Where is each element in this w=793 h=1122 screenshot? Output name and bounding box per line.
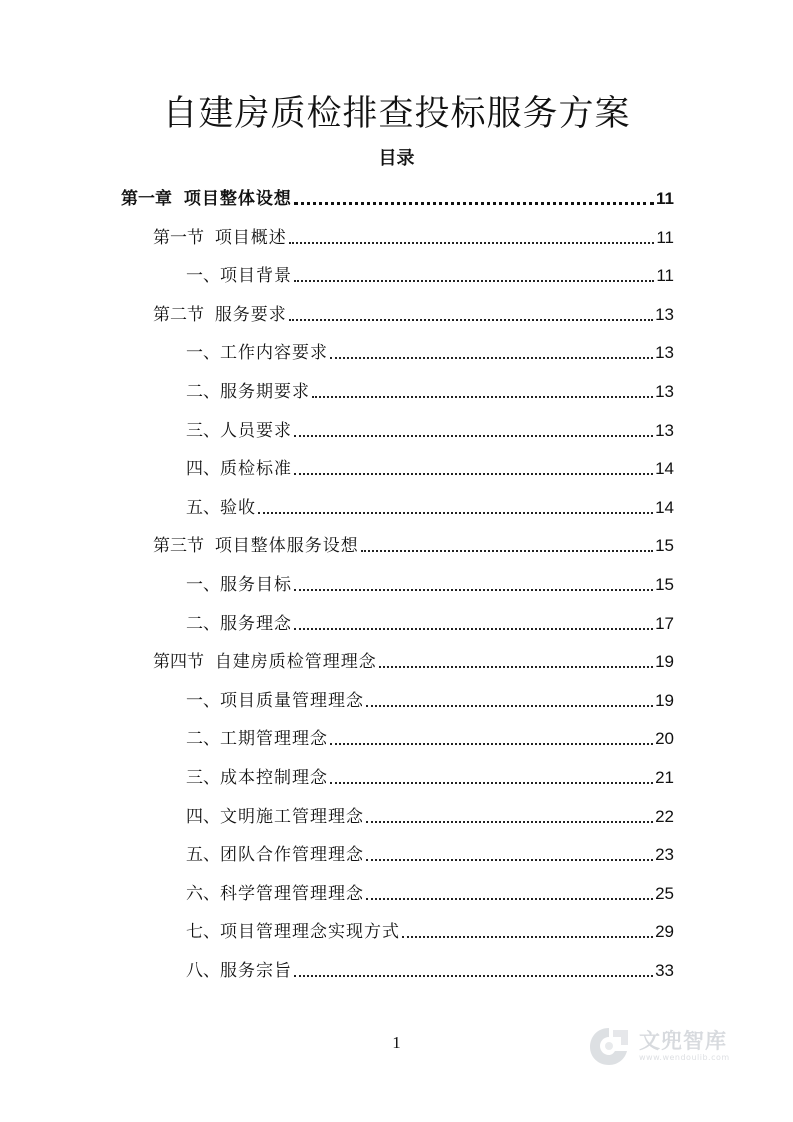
toc-leader-dots bbox=[312, 396, 653, 398]
toc-leader-dots bbox=[294, 975, 653, 977]
toc-entry-number: 二、 bbox=[186, 613, 220, 634]
toc-entry-number: 五、 bbox=[186, 497, 220, 518]
toc-entry[interactable] bbox=[186, 763, 674, 789]
toc-entry[interactable] bbox=[186, 338, 674, 364]
toc-entry-label: 项目整体服务设想 bbox=[214, 536, 359, 557]
toc-entry-page: 13 bbox=[655, 420, 674, 440]
toc-leader-dots bbox=[294, 473, 653, 475]
toc-entry-label: 工作内容要求 bbox=[220, 343, 328, 364]
toc-entry-label: 服务目标 bbox=[220, 575, 292, 595]
toc-leader-dots bbox=[294, 280, 654, 282]
toc-entry-number: 八、 bbox=[186, 961, 220, 981]
toc-entry-label: 文明施工管理理念 bbox=[220, 806, 364, 827]
toc-entry-label: 成本控制理念 bbox=[220, 768, 328, 788]
toc-leader-dots bbox=[366, 705, 653, 707]
toc-entry-page: 13 bbox=[655, 304, 674, 324]
toc-entry-label: 团队合作管理理念 bbox=[220, 845, 364, 866]
toc-heading: 目录 bbox=[378, 148, 415, 169]
toc-entry-page: 13 bbox=[655, 343, 674, 363]
toc-entry-page: 20 bbox=[655, 729, 674, 749]
toc-entry[interactable] bbox=[186, 917, 674, 943]
toc-entry[interactable] bbox=[121, 184, 674, 210]
toc-entry[interactable] bbox=[153, 300, 674, 326]
toc-entry-page: 13 bbox=[655, 382, 674, 401]
toc-entry[interactable] bbox=[186, 416, 674, 442]
toc-entry-label: 工期管理理念 bbox=[220, 729, 328, 750]
toc-entry-label: 服务宗旨 bbox=[220, 961, 292, 981]
toc-entry[interactable] bbox=[186, 377, 674, 403]
toc-entry-label: 验收 bbox=[220, 497, 256, 518]
toc-leader-dots bbox=[330, 357, 653, 359]
toc-entry-number: 第一节 bbox=[153, 227, 215, 248]
toc-entry[interactable] bbox=[186, 609, 674, 635]
toc-entry[interactable] bbox=[153, 223, 674, 249]
toc-entry-label: 质检标准 bbox=[220, 459, 292, 480]
page-number: 1 bbox=[392, 1033, 401, 1052]
toc-entry-number: 五、 bbox=[186, 845, 220, 866]
toc-leader-dots bbox=[330, 743, 653, 745]
toc-entry-label: 自建房质检管理理念 bbox=[214, 652, 377, 673]
toc-entry-number: 一、 bbox=[186, 575, 220, 595]
toc-entry[interactable] bbox=[186, 493, 674, 519]
toc-leader-dots bbox=[258, 512, 653, 514]
toc-entry[interactable] bbox=[186, 724, 674, 750]
toc-entry[interactable] bbox=[186, 686, 674, 712]
toc-entry-number: 三、 bbox=[186, 768, 220, 788]
toc-entry-page: 14 bbox=[655, 497, 674, 517]
toc-leader-dots bbox=[402, 936, 653, 938]
toc-entry-label: 项目质量管理理念 bbox=[220, 690, 364, 711]
toc-leader-dots bbox=[366, 821, 653, 823]
toc-entry-number: 一、 bbox=[186, 343, 220, 364]
toc-entry-label: 科学管理管理理念 bbox=[220, 883, 364, 904]
toc-leader-dots bbox=[366, 898, 653, 900]
toc-leader-dots bbox=[294, 202, 654, 205]
toc-entry-label: 项目管理理念实现方式 bbox=[220, 922, 400, 943]
toc-entry-page: 25 bbox=[655, 883, 674, 903]
toc-entry-page: 19 bbox=[655, 652, 674, 672]
toc-entry-page: 14 bbox=[655, 459, 674, 479]
toc-entry[interactable] bbox=[186, 879, 674, 905]
toc-entry[interactable] bbox=[186, 802, 674, 828]
toc-entry-label: 项目整体设想 bbox=[183, 189, 292, 209]
toc-leader-dots bbox=[294, 628, 653, 630]
toc-entry[interactable] bbox=[186, 840, 674, 866]
watermark-url: www.wendoulib.com bbox=[639, 1053, 730, 1062]
document-title: 自建房质检排查投标服务方案 bbox=[162, 94, 631, 134]
toc-entry-number: 第四节 bbox=[153, 652, 215, 673]
toc-entry-number: 第一章 bbox=[121, 189, 184, 209]
toc-entry[interactable] bbox=[153, 531, 674, 557]
toc-entry-label: 服务要求 bbox=[214, 304, 287, 325]
toc-entry-number: 六、 bbox=[186, 883, 220, 904]
toc-entry-page: 19 bbox=[655, 690, 674, 710]
toc-entry[interactable] bbox=[186, 454, 674, 480]
toc-entry-page: 11 bbox=[656, 227, 674, 247]
watermark bbox=[585, 1018, 760, 1074]
toc-entry[interactable] bbox=[186, 570, 674, 596]
toc-entry-number: 第二节 bbox=[153, 304, 215, 325]
toc-leader-dots bbox=[361, 550, 653, 552]
toc-leader-dots bbox=[294, 435, 653, 437]
toc-entry-number: 七、 bbox=[186, 922, 220, 943]
toc-leader-dots bbox=[330, 782, 653, 784]
toc-leader-dots bbox=[289, 319, 653, 321]
toc-entry-page: 11 bbox=[656, 266, 674, 286]
toc-entry-number: 四、 bbox=[186, 459, 220, 480]
toc-entry-number: 第三节 bbox=[153, 536, 215, 557]
toc-entry-number: 二、 bbox=[186, 382, 220, 402]
wendou-logo-icon bbox=[585, 1022, 633, 1070]
watermark-name: 文兜智库 bbox=[639, 1029, 727, 1053]
toc-entry-page: 15 bbox=[655, 575, 674, 594]
toc-entry-label: 服务理念 bbox=[220, 613, 292, 634]
toc-entry-page: 15 bbox=[655, 536, 674, 556]
toc-entry-page: 29 bbox=[655, 922, 674, 942]
toc-entry-page: 11 bbox=[656, 189, 674, 208]
toc-leader-dots bbox=[294, 589, 653, 591]
toc-entry-number: 一、 bbox=[186, 690, 220, 711]
toc-entry-number: 四、 bbox=[186, 806, 220, 827]
toc-entry-number: 一、 bbox=[186, 266, 220, 287]
toc-leader-dots bbox=[379, 666, 653, 668]
toc-entry-page: 21 bbox=[655, 768, 674, 787]
toc-leader-dots bbox=[289, 242, 655, 244]
toc-entry-label: 项目背景 bbox=[220, 266, 292, 287]
toc-entry-number: 三、 bbox=[186, 420, 220, 441]
toc-entry-page: 22 bbox=[655, 806, 674, 826]
toc-entry[interactable] bbox=[153, 647, 674, 673]
toc-entry-label: 人员要求 bbox=[220, 420, 292, 441]
toc-leader-dots bbox=[366, 859, 653, 861]
toc-entry-label: 服务期要求 bbox=[220, 382, 310, 402]
toc-entry-number: 二、 bbox=[186, 729, 220, 750]
toc-entry-page: 23 bbox=[655, 845, 674, 865]
toc-entry[interactable] bbox=[186, 261, 674, 287]
toc-entry-page: 33 bbox=[655, 961, 674, 980]
toc-entry-label: 项目概述 bbox=[214, 227, 287, 248]
toc-entry-page: 17 bbox=[655, 613, 674, 633]
toc-entry[interactable] bbox=[186, 956, 674, 982]
